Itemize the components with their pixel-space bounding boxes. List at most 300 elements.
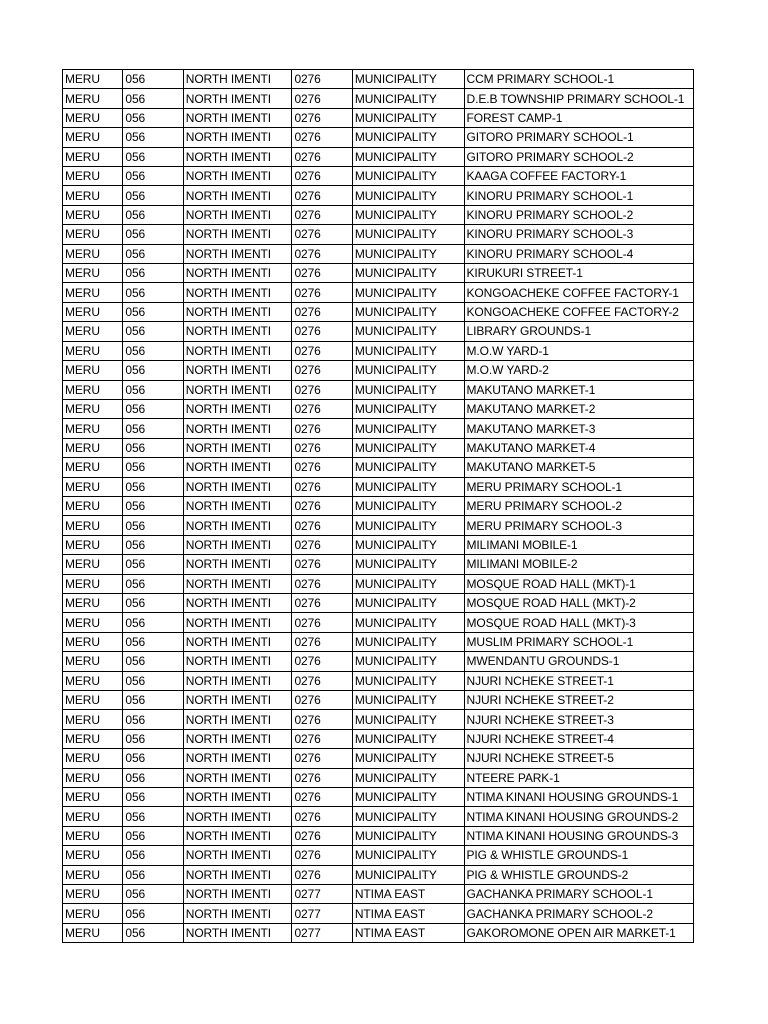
table-row	[63, 205, 694, 224]
ward-code-cell: 0276	[292, 302, 352, 321]
ward-cell: MUNICIPALITY	[352, 574, 464, 593]
table-row	[63, 399, 694, 418]
ward-cell: MUNICIPALITY	[352, 632, 464, 651]
ward-code-cell: 0276	[292, 283, 352, 302]
county-code-cell: 056	[123, 302, 183, 321]
county-cell: MERU	[63, 186, 123, 205]
county-code-cell: 056	[123, 923, 183, 942]
table-row	[63, 496, 694, 515]
ward-code-cell: 0277	[292, 923, 352, 942]
polling-station-cell: MAKUTANO MARKET-2	[464, 399, 693, 418]
polling-station-cell: MAKUTANO MARKET-1	[464, 380, 693, 399]
polling-station-cell: D.E.B TOWNSHIP PRIMARY SCHOOL-1	[464, 89, 693, 108]
table-row	[63, 923, 694, 942]
table-row	[63, 128, 694, 147]
county-cell: MERU	[63, 283, 123, 302]
ward-cell: MUNICIPALITY	[352, 496, 464, 515]
ward-cell: MUNICIPALITY	[352, 225, 464, 244]
polling-station-cell: MILIMANI MOBILE-1	[464, 535, 693, 554]
county-code-cell: 056	[123, 244, 183, 263]
constituency-cell: NORTH IMENTI	[183, 167, 292, 186]
ward-code-cell: 0276	[292, 496, 352, 515]
county-cell: MERU	[63, 496, 123, 515]
polling-station-cell: MOSQUE ROAD HALL (MKT)-1	[464, 574, 693, 593]
table-row	[63, 574, 694, 593]
county-code-cell: 056	[123, 205, 183, 224]
county-code-cell: 056	[123, 865, 183, 884]
table-row	[63, 419, 694, 438]
polling-station-cell: MERU PRIMARY SCHOOL-1	[464, 477, 693, 496]
ward-code-cell: 0276	[292, 632, 352, 651]
table-row	[63, 341, 694, 360]
table-row	[63, 729, 694, 748]
county-cell: MERU	[63, 108, 123, 127]
county-cell: MERU	[63, 904, 123, 923]
ward-code-cell: 0276	[292, 70, 352, 89]
constituency-cell: NORTH IMENTI	[183, 438, 292, 457]
constituency-cell: NORTH IMENTI	[183, 341, 292, 360]
constituency-cell: NORTH IMENTI	[183, 225, 292, 244]
county-cell: MERU	[63, 846, 123, 865]
ward-code-cell: 0276	[292, 846, 352, 865]
constituency-cell: NORTH IMENTI	[183, 361, 292, 380]
table-row	[63, 807, 694, 826]
constituency-cell: NORTH IMENTI	[183, 788, 292, 807]
table-row	[63, 264, 694, 283]
ward-cell: MUNICIPALITY	[352, 516, 464, 535]
polling-station-cell: NJURI NCHEKE STREET-1	[464, 671, 693, 690]
county-cell: MERU	[63, 593, 123, 612]
county-code-cell: 056	[123, 613, 183, 632]
county-code-cell: 056	[123, 438, 183, 457]
constituency-cell: NORTH IMENTI	[183, 846, 292, 865]
county-cell: MERU	[63, 147, 123, 166]
ward-cell: MUNICIPALITY	[352, 671, 464, 690]
table-row	[63, 788, 694, 807]
county-code-cell: 056	[123, 322, 183, 341]
county-code-cell: 056	[123, 729, 183, 748]
county-code-cell: 056	[123, 691, 183, 710]
county-cell: MERU	[63, 70, 123, 89]
county-cell: MERU	[63, 923, 123, 942]
polling-station-cell: MAKUTANO MARKET-5	[464, 458, 693, 477]
county-cell: MERU	[63, 691, 123, 710]
county-cell: MERU	[63, 419, 123, 438]
ward-cell: MUNICIPALITY	[352, 438, 464, 457]
county-cell: MERU	[63, 865, 123, 884]
constituency-cell: NORTH IMENTI	[183, 865, 292, 884]
county-code-cell: 056	[123, 632, 183, 651]
ward-cell: MUNICIPALITY	[352, 865, 464, 884]
county-code-cell: 056	[123, 419, 183, 438]
county-cell: MERU	[63, 516, 123, 535]
constituency-cell: NORTH IMENTI	[183, 652, 292, 671]
county-cell: MERU	[63, 826, 123, 845]
county-cell: MERU	[63, 361, 123, 380]
constituency-cell: NORTH IMENTI	[183, 380, 292, 399]
county-cell: MERU	[63, 244, 123, 263]
county-cell: MERU	[63, 302, 123, 321]
table-row	[63, 516, 694, 535]
ward-cell: MUNICIPALITY	[352, 186, 464, 205]
ward-cell: MUNICIPALITY	[352, 555, 464, 574]
county-code-cell: 056	[123, 535, 183, 554]
county-cell: MERU	[63, 225, 123, 244]
ward-code-cell: 0276	[292, 225, 352, 244]
ward-cell: MUNICIPALITY	[352, 322, 464, 341]
ward-cell: MUNICIPALITY	[352, 205, 464, 224]
county-code-cell: 056	[123, 574, 183, 593]
county-cell: MERU	[63, 574, 123, 593]
ward-code-cell: 0276	[292, 671, 352, 690]
county-code-cell: 056	[123, 516, 183, 535]
county-cell: MERU	[63, 128, 123, 147]
polling-station-cell: MWENDANTU GROUNDS-1	[464, 652, 693, 671]
constituency-cell: NORTH IMENTI	[183, 477, 292, 496]
county-cell: MERU	[63, 438, 123, 457]
table-row	[63, 322, 694, 341]
ward-cell: MUNICIPALITY	[352, 419, 464, 438]
ward-cell: MUNICIPALITY	[352, 768, 464, 787]
county-code-cell: 056	[123, 477, 183, 496]
table-row	[63, 302, 694, 321]
ward-cell: MUNICIPALITY	[352, 535, 464, 554]
county-code-cell: 056	[123, 904, 183, 923]
constituency-cell: NORTH IMENTI	[183, 322, 292, 341]
county-code-cell: 056	[123, 555, 183, 574]
polling-station-cell: MERU PRIMARY SCHOOL-3	[464, 516, 693, 535]
table-row	[63, 846, 694, 865]
constituency-cell: NORTH IMENTI	[183, 302, 292, 321]
ward-code-cell: 0276	[292, 399, 352, 418]
county-cell: MERU	[63, 613, 123, 632]
polling-station-cell: MILIMANI MOBILE-2	[464, 555, 693, 574]
constituency-cell: NORTH IMENTI	[183, 923, 292, 942]
polling-station-cell: KIRUKURI STREET-1	[464, 264, 693, 283]
polling-station-cell: CCM PRIMARY SCHOOL-1	[464, 70, 693, 89]
ward-cell: MUNICIPALITY	[352, 128, 464, 147]
constituency-cell: NORTH IMENTI	[183, 128, 292, 147]
constituency-cell: NORTH IMENTI	[183, 419, 292, 438]
polling-station-cell: NTEERE PARK-1	[464, 768, 693, 787]
ward-cell: MUNICIPALITY	[352, 264, 464, 283]
county-code-cell: 056	[123, 341, 183, 360]
constituency-cell: NORTH IMENTI	[183, 671, 292, 690]
county-code-cell: 056	[123, 671, 183, 690]
table-row	[63, 904, 694, 923]
ward-cell: NTIMA EAST	[352, 885, 464, 904]
ward-cell: MUNICIPALITY	[352, 846, 464, 865]
constituency-cell: NORTH IMENTI	[183, 186, 292, 205]
ward-code-cell: 0276	[292, 652, 352, 671]
ward-cell: MUNICIPALITY	[352, 788, 464, 807]
constituency-cell: NORTH IMENTI	[183, 593, 292, 612]
ward-code-cell: 0276	[292, 710, 352, 729]
ward-code-cell: 0276	[292, 807, 352, 826]
county-cell: MERU	[63, 885, 123, 904]
ward-cell: MUNICIPALITY	[352, 710, 464, 729]
polling-station-cell: GACHANKA PRIMARY SCHOOL-2	[464, 904, 693, 923]
county-cell: MERU	[63, 535, 123, 554]
ward-cell: MUNICIPALITY	[352, 807, 464, 826]
county-code-cell: 056	[123, 768, 183, 787]
ward-code-cell: 0276	[292, 865, 352, 884]
ward-cell: MUNICIPALITY	[352, 167, 464, 186]
county-code-cell: 056	[123, 186, 183, 205]
constituency-cell: NORTH IMENTI	[183, 691, 292, 710]
constituency-cell: NORTH IMENTI	[183, 535, 292, 554]
constituency-cell: NORTH IMENTI	[183, 904, 292, 923]
ward-code-cell: 0276	[292, 749, 352, 768]
ward-code-cell: 0276	[292, 322, 352, 341]
ward-cell: MUNICIPALITY	[352, 361, 464, 380]
table-row	[63, 458, 694, 477]
ward-code-cell: 0276	[292, 186, 352, 205]
polling-station-cell: GITORO PRIMARY SCHOOL-2	[464, 147, 693, 166]
ward-code-cell: 0276	[292, 729, 352, 748]
ward-code-cell: 0277	[292, 885, 352, 904]
polling-station-cell: KONGOACHEKE COFFEE FACTORY-1	[464, 283, 693, 302]
polling-station-cell: MOSQUE ROAD HALL (MKT)-2	[464, 593, 693, 612]
table-row	[63, 438, 694, 457]
ward-cell: MUNICIPALITY	[352, 283, 464, 302]
ward-code-cell: 0276	[292, 147, 352, 166]
ward-code-cell: 0276	[292, 128, 352, 147]
polling-station-cell: M.O.W YARD-2	[464, 361, 693, 380]
table-row	[63, 710, 694, 729]
polling-station-cell: NTIMA KINANI HOUSING GROUNDS-1	[464, 788, 693, 807]
ward-code-cell: 0276	[292, 691, 352, 710]
county-code-cell: 056	[123, 108, 183, 127]
table-row	[63, 244, 694, 263]
table-row	[63, 885, 694, 904]
polling-station-cell: MAKUTANO MARKET-4	[464, 438, 693, 457]
county-cell: MERU	[63, 768, 123, 787]
county-cell: MERU	[63, 380, 123, 399]
county-code-cell: 056	[123, 361, 183, 380]
table-row	[63, 361, 694, 380]
table-row	[63, 167, 694, 186]
table-row	[63, 826, 694, 845]
county-code-cell: 056	[123, 826, 183, 845]
county-code-cell: 056	[123, 225, 183, 244]
county-cell: MERU	[63, 729, 123, 748]
polling-station-cell: NJURI NCHEKE STREET-3	[464, 710, 693, 729]
county-cell: MERU	[63, 167, 123, 186]
table-row	[63, 477, 694, 496]
ward-cell: NTIMA EAST	[352, 904, 464, 923]
polling-station-cell: PIG & WHISTLE GROUNDS-2	[464, 865, 693, 884]
ward-code-cell: 0276	[292, 826, 352, 845]
table-row	[63, 671, 694, 690]
polling-station-cell: KINORU PRIMARY SCHOOL-1	[464, 186, 693, 205]
ward-code-cell: 0276	[292, 768, 352, 787]
county-cell: MERU	[63, 807, 123, 826]
ward-code-cell: 0276	[292, 108, 352, 127]
ward-code-cell: 0276	[292, 593, 352, 612]
constituency-cell: NORTH IMENTI	[183, 283, 292, 302]
polling-station-cell: MOSQUE ROAD HALL (MKT)-3	[464, 613, 693, 632]
county-cell: MERU	[63, 322, 123, 341]
ward-code-cell: 0276	[292, 438, 352, 457]
constituency-cell: NORTH IMENTI	[183, 70, 292, 89]
table-row	[63, 108, 694, 127]
polling-station-cell: LIBRARY GROUNDS-1	[464, 322, 693, 341]
county-cell: MERU	[63, 399, 123, 418]
county-code-cell: 056	[123, 399, 183, 418]
ward-cell: MUNICIPALITY	[352, 147, 464, 166]
constituency-cell: NORTH IMENTI	[183, 710, 292, 729]
ward-cell: MUNICIPALITY	[352, 826, 464, 845]
constituency-cell: NORTH IMENTI	[183, 749, 292, 768]
county-code-cell: 056	[123, 652, 183, 671]
polling-station-cell: KINORU PRIMARY SCHOOL-2	[464, 205, 693, 224]
county-code-cell: 056	[123, 70, 183, 89]
ward-code-cell: 0276	[292, 574, 352, 593]
polling-station-cell: NJURI NCHEKE STREET-4	[464, 729, 693, 748]
county-code-cell: 056	[123, 89, 183, 108]
county-code-cell: 056	[123, 283, 183, 302]
county-code-cell: 056	[123, 885, 183, 904]
constituency-cell: NORTH IMENTI	[183, 108, 292, 127]
table-row	[63, 613, 694, 632]
county-code-cell: 056	[123, 710, 183, 729]
ward-code-cell: 0276	[292, 788, 352, 807]
polling-station-cell: M.O.W YARD-1	[464, 341, 693, 360]
county-code-cell: 056	[123, 788, 183, 807]
county-cell: MERU	[63, 458, 123, 477]
constituency-cell: NORTH IMENTI	[183, 147, 292, 166]
table-row	[63, 70, 694, 89]
polling-station-cell: KINORU PRIMARY SCHOOL-3	[464, 225, 693, 244]
polling-station-cell: NJURI NCHEKE STREET-5	[464, 749, 693, 768]
constituency-cell: NORTH IMENTI	[183, 826, 292, 845]
ward-code-cell: 0276	[292, 477, 352, 496]
table-row	[63, 865, 694, 884]
county-code-cell: 056	[123, 749, 183, 768]
table-row	[63, 691, 694, 710]
county-cell: MERU	[63, 264, 123, 283]
county-code-cell: 056	[123, 496, 183, 515]
county-cell: MERU	[63, 710, 123, 729]
ward-code-cell: 0276	[292, 458, 352, 477]
table-row	[63, 632, 694, 651]
ward-cell: MUNICIPALITY	[352, 108, 464, 127]
county-code-cell: 056	[123, 128, 183, 147]
county-code-cell: 056	[123, 147, 183, 166]
constituency-cell: NORTH IMENTI	[183, 399, 292, 418]
ward-cell: MUNICIPALITY	[352, 399, 464, 418]
table-row	[63, 768, 694, 787]
county-cell: MERU	[63, 671, 123, 690]
constituency-cell: NORTH IMENTI	[183, 807, 292, 826]
county-code-cell: 056	[123, 846, 183, 865]
constituency-cell: NORTH IMENTI	[183, 555, 292, 574]
ward-cell: MUNICIPALITY	[352, 749, 464, 768]
table-row	[63, 380, 694, 399]
polling-station-cell: NJURI NCHEKE STREET-2	[464, 691, 693, 710]
county-cell: MERU	[63, 341, 123, 360]
ward-cell: MUNICIPALITY	[352, 613, 464, 632]
ward-cell: MUNICIPALITY	[352, 89, 464, 108]
county-cell: MERU	[63, 477, 123, 496]
table-row	[63, 225, 694, 244]
county-cell: MERU	[63, 205, 123, 224]
constituency-cell: NORTH IMENTI	[183, 632, 292, 651]
table-row	[63, 593, 694, 612]
county-code-cell: 056	[123, 167, 183, 186]
table-row	[63, 555, 694, 574]
polling-station-cell: NTIMA KINANI HOUSING GROUNDS-2	[464, 807, 693, 826]
polling-station-cell: FOREST CAMP-1	[464, 108, 693, 127]
ward-code-cell: 0276	[292, 535, 352, 554]
table-row	[63, 89, 694, 108]
ward-code-cell: 0276	[292, 419, 352, 438]
polling-station-cell: KINORU PRIMARY SCHOOL-4	[464, 244, 693, 263]
county-code-cell: 056	[123, 807, 183, 826]
ward-cell: MUNICIPALITY	[352, 341, 464, 360]
ward-code-cell: 0276	[292, 341, 352, 360]
county-cell: MERU	[63, 788, 123, 807]
ward-code-cell: 0276	[292, 205, 352, 224]
ward-cell: MUNICIPALITY	[352, 302, 464, 321]
constituency-cell: NORTH IMENTI	[183, 574, 292, 593]
table-row	[63, 147, 694, 166]
ward-cell: MUNICIPALITY	[352, 458, 464, 477]
polling-station-cell: KONGOACHEKE COFFEE FACTORY-2	[464, 302, 693, 321]
county-cell: MERU	[63, 89, 123, 108]
ward-cell: MUNICIPALITY	[352, 244, 464, 263]
ward-code-cell: 0276	[292, 380, 352, 399]
constituency-cell: NORTH IMENTI	[183, 205, 292, 224]
polling-station-cell: MUSLIM PRIMARY SCHOOL-1	[464, 632, 693, 651]
ward-cell: MUNICIPALITY	[352, 70, 464, 89]
constituency-cell: NORTH IMENTI	[183, 496, 292, 515]
county-cell: MERU	[63, 652, 123, 671]
table-row	[63, 652, 694, 671]
ward-code-cell: 0276	[292, 89, 352, 108]
constituency-cell: NORTH IMENTI	[183, 516, 292, 535]
polling-station-cell: MAKUTANO MARKET-3	[464, 419, 693, 438]
constituency-cell: NORTH IMENTI	[183, 729, 292, 748]
county-code-cell: 056	[123, 264, 183, 283]
polling-station-cell: PIG & WHISTLE GROUNDS-1	[464, 846, 693, 865]
polling-station-cell: NTIMA KINANI HOUSING GROUNDS-3	[464, 826, 693, 845]
ward-cell: NTIMA EAST	[352, 923, 464, 942]
polling-station-cell: KAAGA COFFEE FACTORY-1	[464, 167, 693, 186]
county-cell: MERU	[63, 749, 123, 768]
ward-cell: MUNICIPALITY	[352, 477, 464, 496]
polling-stations-table	[62, 69, 694, 943]
polling-station-cell: GACHANKA PRIMARY SCHOOL-1	[464, 885, 693, 904]
ward-cell: MUNICIPALITY	[352, 729, 464, 748]
ward-code-cell: 0277	[292, 904, 352, 923]
table-row	[63, 535, 694, 554]
table-row	[63, 283, 694, 302]
constituency-cell: NORTH IMENTI	[183, 613, 292, 632]
table-row	[63, 749, 694, 768]
constituency-cell: NORTH IMENTI	[183, 244, 292, 263]
constituency-cell: NORTH IMENTI	[183, 89, 292, 108]
polling-station-cell: GAKOROMONE OPEN AIR MARKET-1	[464, 923, 693, 942]
constituency-cell: NORTH IMENTI	[183, 458, 292, 477]
ward-cell: MUNICIPALITY	[352, 652, 464, 671]
ward-cell: MUNICIPALITY	[352, 691, 464, 710]
ward-code-cell: 0276	[292, 361, 352, 380]
ward-cell: MUNICIPALITY	[352, 380, 464, 399]
county-code-cell: 056	[123, 593, 183, 612]
ward-code-cell: 0276	[292, 613, 352, 632]
